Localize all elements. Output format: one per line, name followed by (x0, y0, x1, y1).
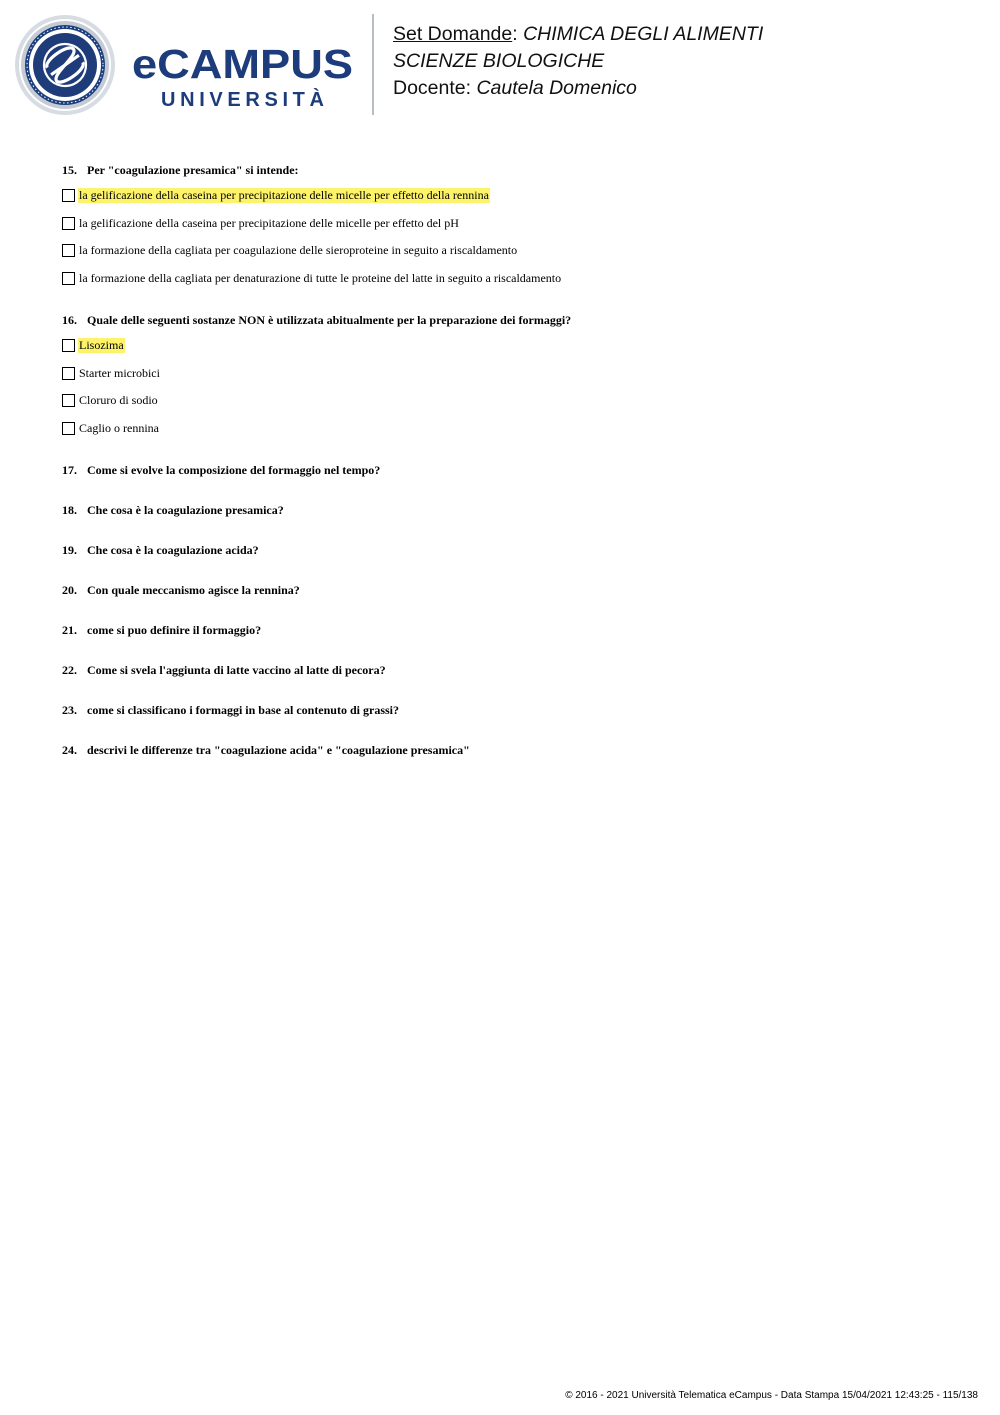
question-number: 17. (62, 463, 77, 477)
answer-option[interactable] (62, 393, 962, 421)
question-15 (62, 162, 962, 298)
question-number: 24. (62, 743, 77, 757)
answer-option[interactable] (62, 271, 962, 299)
answer-option[interactable] (62, 366, 962, 394)
question-text: Con quale meccanismo agisce la rennina? (87, 583, 300, 597)
logo-subtitle-text: UNIVERSITÀ (161, 89, 324, 111)
answer-options (62, 338, 962, 448)
teacher-label: Docente: (393, 77, 477, 99)
question-text: Per "coagulazione presamica" si intende: (87, 163, 299, 177)
logo-brand-text: eCAMPUS (132, 42, 353, 87)
set-line (393, 21, 763, 48)
question-number: 18. (62, 503, 77, 517)
question-number: 19. (62, 543, 77, 557)
answer-checkbox[interactable] (62, 367, 75, 380)
question-list (62, 162, 962, 782)
answer-text: la formazione della cagliata per coagulazione delle sieroproteine in seguito a riscaldamento (79, 243, 518, 257)
answer-option[interactable] (62, 216, 962, 244)
page-footer: © 2016 - 2021 Università Telematica eCampus - Data Stampa 15/04/2021 12:43:25 - 115/138 (565, 1390, 978, 1401)
university-seal-logo (14, 14, 116, 116)
question-text: Come si evolve la composizione del formaggio nel tempo? (87, 463, 381, 477)
answer-text: la gelificazione della caseina per precipitazione delle micelle per effetto della rennina (79, 188, 489, 202)
question-text: Che cosa è la coagulazione acida? (87, 543, 259, 557)
open-question (62, 662, 962, 678)
set-colon: : (512, 23, 524, 45)
answer-text: Starter microbici (79, 365, 160, 380)
answer-checkbox[interactable] (62, 339, 75, 352)
question-number: 21. (62, 623, 77, 637)
answer-option[interactable] (62, 421, 962, 449)
open-question (62, 462, 962, 478)
question-text: Quale delle seguenti sostanze NON è utilizzata abitualmente per la preparazione dei formaggi? (87, 313, 572, 327)
answer-checkbox[interactable] (62, 244, 75, 257)
question-title (62, 162, 962, 178)
header-divider (372, 14, 374, 115)
answer-text: la formazione della cagliata per denaturazione di tutte le proteine del latte in seguito a riscaldamento (79, 270, 562, 285)
answer-checkbox[interactable] (62, 189, 75, 202)
question-number: 23. (62, 703, 77, 717)
question-number: 22. (62, 663, 77, 677)
ecampus-wordmark-logo (132, 42, 357, 114)
question-number: 16. (62, 313, 77, 327)
open-question (62, 702, 962, 718)
question-title (62, 312, 962, 328)
answer-text: Cloruro di sodio (79, 393, 158, 407)
teacher-line (393, 75, 763, 102)
answer-option[interactable] (62, 188, 962, 216)
answer-checkbox[interactable] (62, 217, 75, 230)
question-number: 15. (62, 163, 77, 177)
question-text: Come si svela l'aggiunta di latte vaccino al latte di pecora? (87, 663, 386, 677)
open-question (62, 582, 962, 598)
open-question (62, 742, 962, 758)
open-question (62, 542, 962, 558)
answer-checkbox[interactable] (62, 272, 75, 285)
open-question (62, 622, 962, 638)
answer-checkbox[interactable] (62, 422, 75, 435)
question-16 (62, 312, 962, 448)
answer-text: Lisozima (79, 338, 124, 352)
answer-text: Caglio o rennina (79, 420, 159, 435)
course-name: SCIENZE BIOLOGICHE (393, 50, 605, 72)
question-text: come si classificano i formaggi in base al contenuto di grassi? (87, 703, 399, 717)
page-header (0, 0, 1000, 130)
question-text: come si puo definire il formaggio? (87, 623, 262, 637)
answer-option[interactable] (62, 243, 962, 271)
open-question (62, 502, 962, 518)
question-text: descrivi le differenze tra "coagulazione acida" e "coagulazione presamica" (87, 743, 470, 757)
answer-text: la gelificazione della caseina per precipitazione delle micelle per effetto del pH (79, 215, 459, 230)
set-label: Set Domande (393, 23, 513, 45)
question-text: Che cosa è la coagulazione presamica? (87, 503, 284, 517)
question-number: 20. (62, 583, 77, 597)
teacher-name: Cautela Domenico (476, 77, 637, 99)
answer-options (62, 188, 962, 298)
answer-option[interactable] (62, 338, 962, 366)
set-value: CHIMICA DEGLI ALIMENTI (523, 23, 764, 45)
header-info (393, 21, 763, 102)
answer-checkbox[interactable] (62, 394, 75, 407)
